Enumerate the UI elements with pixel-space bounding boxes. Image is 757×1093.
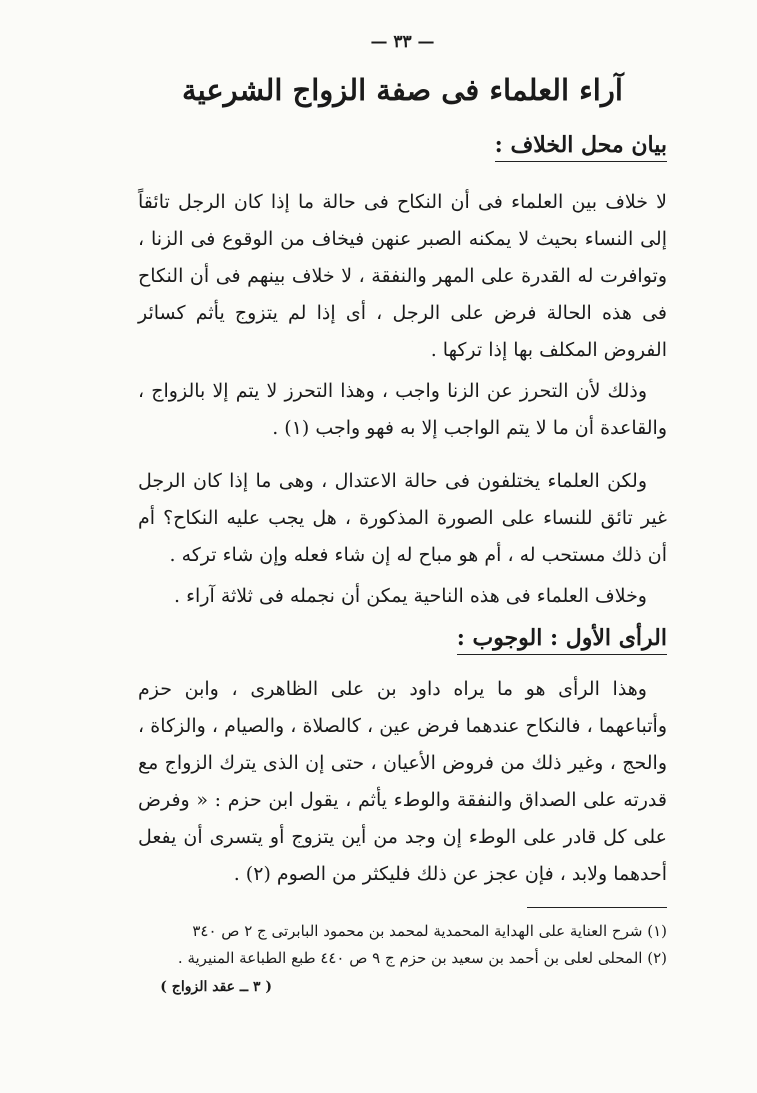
- paragraph: وهذا الرأى هو ما يراه داود بن على الظاهرى ، وابن حزم وأتباعهما ، فالنكاح عندهما فرض عين ، كالصلاة ، والصيام ، والزكاة ، والحج ، وغير ذلك من فروض الأعيان ، حتى إن الذى يترك الزواج مع قدرته على الصداق والنفقة والوطء يأثم ، يقول ابن حزم : « وفرض على كل قادر على الوطء إن وجد من أين يتزوج أو يتسرى أن يفعل أحدهما ولابد ، فإن عجز عن ذلك فليكثر من الصوم (٢) .: [138, 678, 667, 886]
- chapter-title: آراء العلماء فى صفة الزواج الشرعية: [182, 73, 623, 107]
- paragraph: وخلاف العلماء فى هذه الناحية يمكن أن نجمله فى ثلاثة آراء .: [174, 585, 647, 608]
- section-first-opinion: [138, 619, 667, 893]
- footnote-divider: [527, 907, 667, 908]
- section-heading-first-opinion: الرأى الأول : الوجوب :: [457, 625, 667, 655]
- paragraph: وذلك لأن التحرز عن الزنا واجب ، وهذا التحرز لا يتم إلا بالزواج ، والقاعدة أن ما لا يتم الواجب إلا به فهو واجب (١) .: [138, 380, 667, 440]
- footnote: (٢) المحلى لعلى بن أحمد بن سعيد بن حزم ج ٩ ص ٤٤٠ طبع الطباعة المنيرية .: [177, 949, 667, 968]
- page-number: — ٣٣ —: [370, 32, 435, 52]
- section-disagreement: [138, 132, 667, 615]
- paragraph: ولكن العلماء يختلفون فى حالة الاعتدال ، وهى ما إذا كان الرجل غير تائق للنساء على الصورة المذكورة ، هل يجب عليه النكاح؟ أم أن ذلك مستحب له ، أم هو مباح له إن شاء فعله وإن شاء تركه .: [138, 470, 667, 567]
- footnote: (١) شرح العناية على الهداية المحمدية لمحمد بن محمود البابرتى ج ٢ ص ٣٤٠: [192, 922, 667, 941]
- paragraph: لا خلاف بين العلماء فى أن النكاح فى حالة ما إذا كان الرجل تائقاً إلى النساء بحيث لا يمكنه الصبر عنهن فيخاف من الوقوع فى الزنا ، وتوافرت له القدرة على المهر والنفقة ، لا خلاف بينهم فى أن النكاح فى هذه الحالة فرض على الرجل ، أى إذا لم يتزوج يأثم كسائر الفروض المكلف بها إذا تركها .: [138, 191, 667, 362]
- footnotes: [138, 918, 667, 972]
- page-signature: ( ٣ ــ عقد الزواج ): [160, 979, 272, 996]
- section-heading-disagreement: بيان محل الخلاف :: [495, 132, 667, 162]
